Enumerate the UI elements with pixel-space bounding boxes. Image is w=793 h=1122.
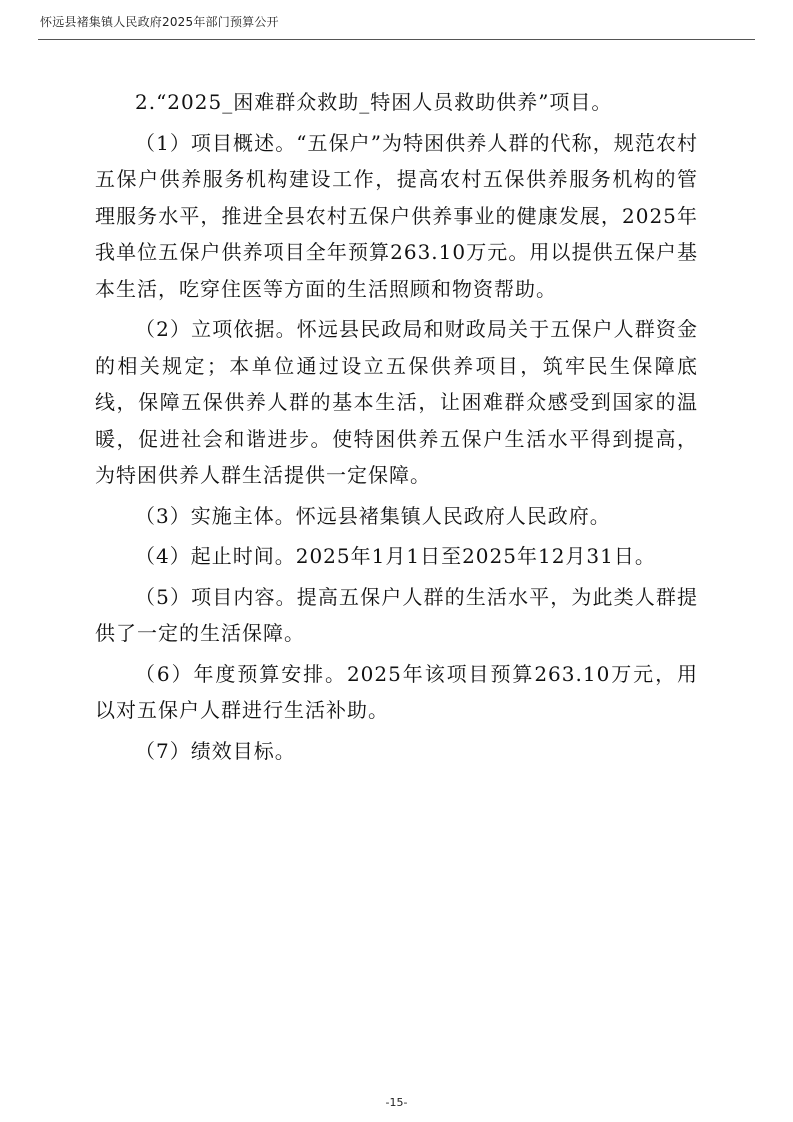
document-body: [95, 84, 698, 773]
paragraph-budget: （6）年度预算安排。2025年该项目预算263.10万元，用以对五保户人群进行生活补助。: [95, 661, 698, 722]
paragraph-basis: （2）立项依据。怀远县民政局和财政局关于五保户人群资金的相关规定；本单位通过设立五保供养项目，筑牢民生保障底线，保障五保供养人群的基本生活，让困难群众感受到国家的温暖，促进社会和谐进步。使特困供养五保户生活水平得到提高，为特困供养人群生活提供一定保障。: [95, 317, 698, 487]
header-divider: [38, 39, 755, 40]
paragraph-content: （5）项目内容。提高五保户人群的生活水平，为此类人群提供了一定的生活保障。: [95, 584, 698, 645]
running-header-title: 怀远县褚集镇人民政府2025年部门预算公开: [40, 15, 279, 29]
paragraph-period: （4）起止时间。2025年1月1日至2025年12月31日。: [135, 544, 656, 568]
paragraph-project-title: 2.“2025_困难群众救助_特困人员救助供养”项目。: [135, 90, 613, 114]
paragraph-implementer: （3）实施主体。怀远县褚集镇人民政府人民政府。: [135, 503, 611, 528]
paragraph-goals: （7）绩效目标。: [135, 738, 296, 763]
page-number: -15-: [385, 1096, 408, 1109]
paragraph-overview: （1）项目概述。“五保户”为特困供养人群的代称，规范农村五保户供养服务机构建设工作，提高农村五保供养服务机构的管理服务水平，推进全县农村五保户供养事业的健康发展，2025年我单位五保户供养项目全年预算263.10万元。用以提供五保户基本生活，吃穿住医等方面的生活照顾和物资帮助。: [95, 130, 698, 301]
